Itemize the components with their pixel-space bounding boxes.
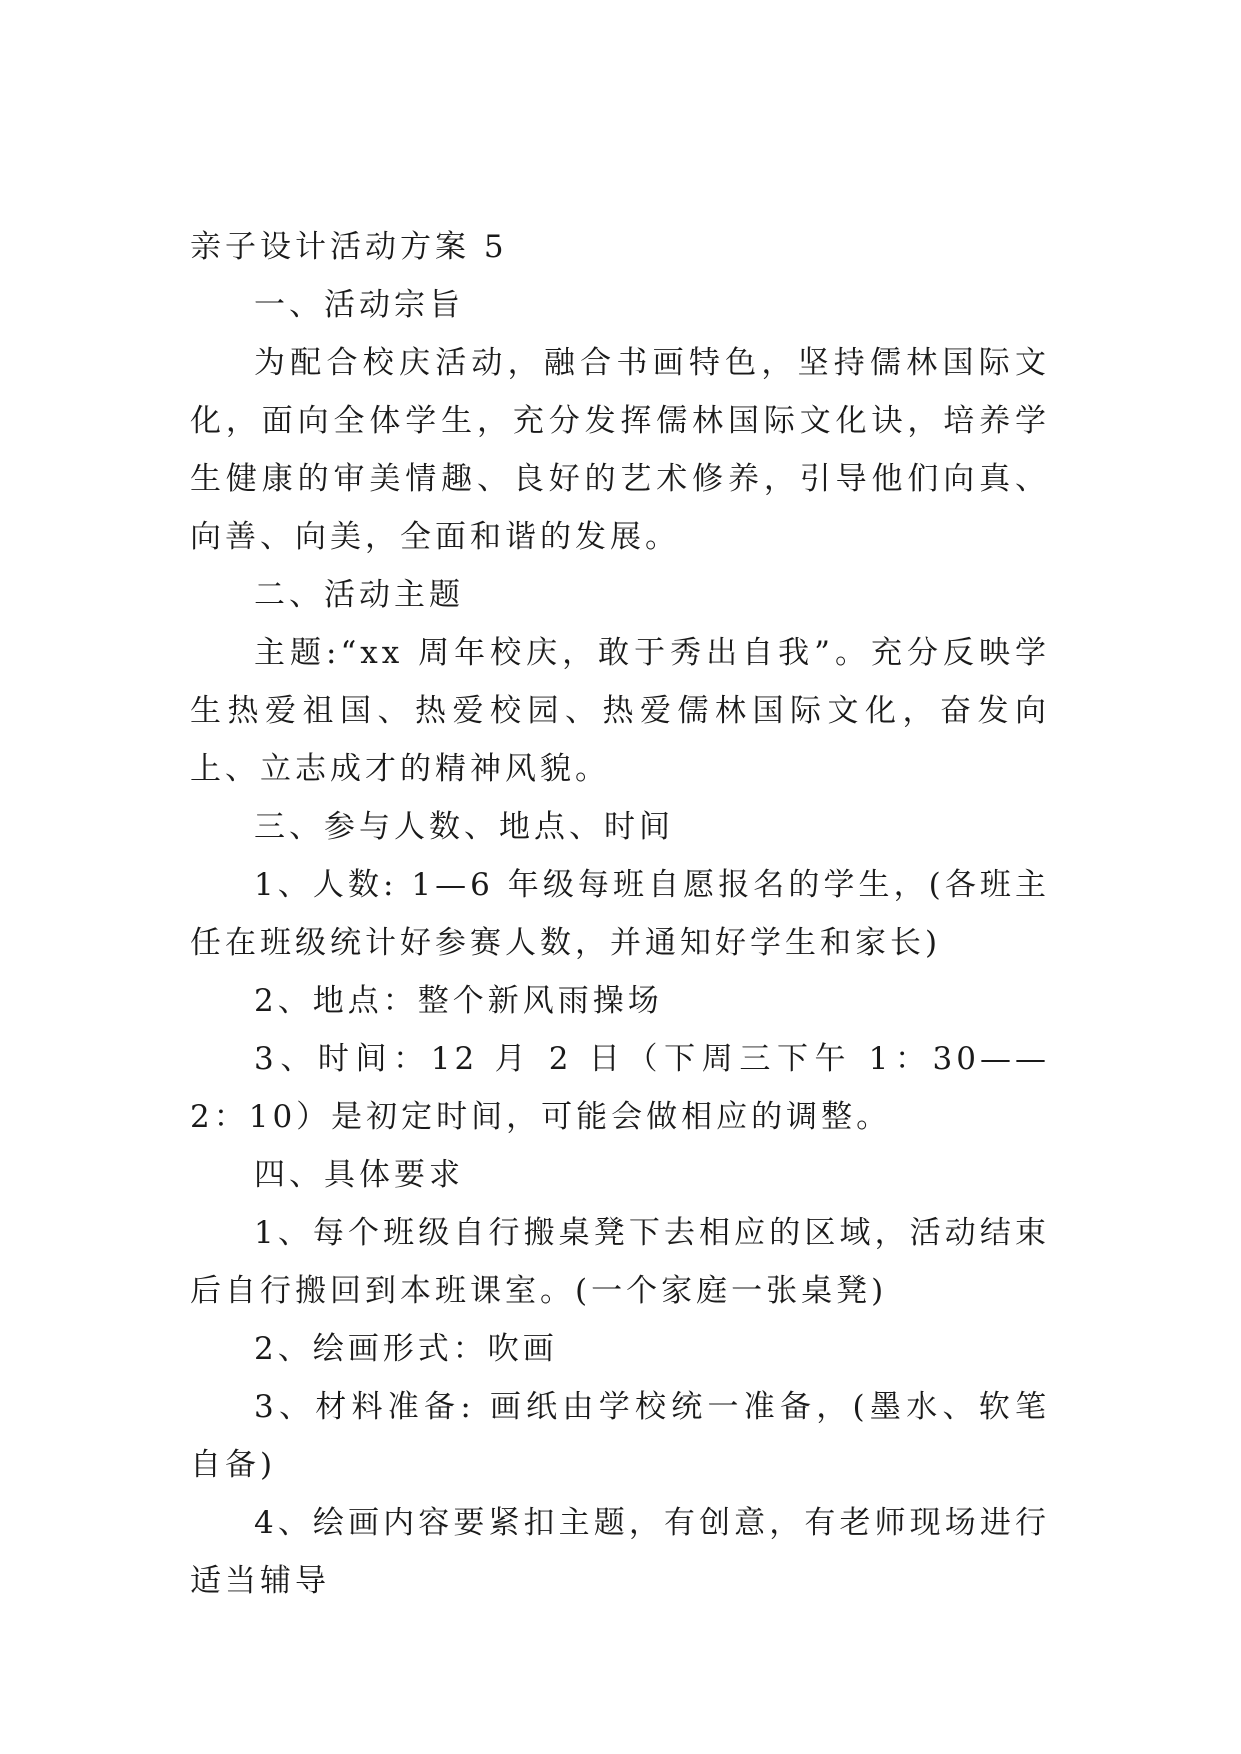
list-item-tables: 1、每个班级自行搬桌凳下去相应的区域，活动结束后自行搬回到本班课室。(一个家庭一张桌凳) [190, 1215, 1050, 1309]
list-item-content: 4、绘画内容要紧扣主题，有创意，有老师现场进行适当辅导 [190, 1505, 1050, 1599]
paragraph-theme: 主题:“xx 周年校庆，敢于秀出自我”。充分反映学生热爱祖国、热爱校园、热爱儒林国际文化，奋发向上、立志成才的精神风貌。 [190, 635, 1050, 787]
section-heading-requirements: 四、具体要求 [254, 1157, 464, 1193]
list-item-time: 3、时间：12 月 2 日（下周三下午 1：30——2：10）是初定时间，可能会做相应的调整。 [190, 1041, 1050, 1135]
document-body [190, 218, 1050, 1610]
paragraph-purpose: 为配合校庆活动，融合书画特色，坚持儒林国际文化，面向全体学生，充分发挥儒林国际文化诀，培养学生健康的审美情趣、良好的艺术修养，引导他们向真、向善、向美，全面和谐的发展。 [190, 345, 1050, 555]
section-heading-participants: 三、参与人数、地点、时间 [254, 809, 674, 845]
list-item-painting-form: 2、绘画形式：吹画 [254, 1331, 558, 1367]
section-heading-purpose: 一、活动宗旨 [254, 287, 464, 323]
list-item-headcount: 1、人数: 1—6 年级每班自愿报名的学生，(各班主任在班级统计好参赛人数，并通知好学生和家长) [190, 867, 1050, 961]
list-item-materials: 3、材料准备: 画纸由学校统一准备，(墨水、软笔自备) [190, 1389, 1050, 1483]
section-heading-theme: 二、活动主题 [254, 577, 464, 613]
list-item-location: 2、地点：整个新风雨操场 [254, 983, 663, 1019]
document-title: 亲子设计活动方案 5 [190, 229, 508, 265]
